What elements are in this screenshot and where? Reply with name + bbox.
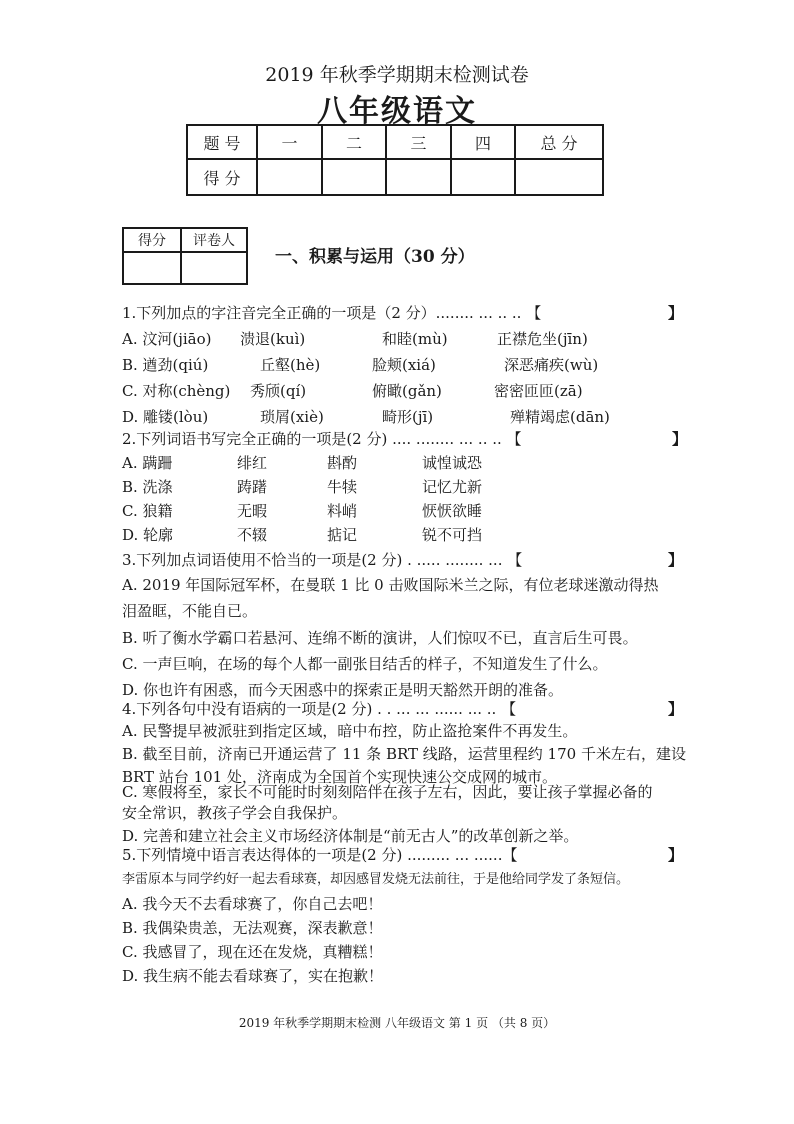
section-heading: 一、积累与运用（30 分） bbox=[275, 247, 475, 267]
option-word: C. 狼籍 bbox=[122, 502, 173, 520]
option-word: B. 洗涤 bbox=[122, 478, 173, 496]
page-footer: 2019 年秋季学期期末检测 八年级语文 第 1 页 （共 8 页） bbox=[238, 1016, 556, 1030]
q5-bracket-close: 】 bbox=[668, 846, 684, 864]
option-word: A. 汶河(jiāo) bbox=[122, 330, 212, 348]
q5-option-b: B. 我偶染贵恙，无法观赛，深表歉意！ bbox=[122, 919, 383, 937]
option-word: 绯红 bbox=[237, 454, 268, 472]
q2-option-b bbox=[122, 476, 622, 496]
q4-stem: 4.下列各句中没有语病的一项是(2 分) . . ... ... ...... ... .. 【 bbox=[122, 700, 517, 718]
option-word: 斟酌 bbox=[327, 454, 358, 472]
grader-score-label: 得分 bbox=[123, 228, 181, 252]
q3-bracket-close: 】 bbox=[668, 551, 684, 569]
option-word: 深恶痛疾(wù) bbox=[504, 356, 599, 374]
q3-option-a-cont: 泪盈眶，不能自已。 bbox=[122, 602, 258, 620]
option-word: 俯瞰(gǎn) bbox=[372, 382, 442, 400]
option-word: 琐屑(xiè) bbox=[260, 408, 324, 426]
option-word: 秀颀(qí) bbox=[250, 382, 307, 400]
q5-context: 李雷原本与同学约好一起去看球赛，却因感冒发烧无法前往，于是他给同学发了条短信。 bbox=[122, 872, 630, 887]
option-word: 畸形(jī) bbox=[382, 408, 434, 426]
score-header-3: 三 bbox=[386, 125, 451, 159]
option-word: 锐不可挡 bbox=[422, 526, 483, 544]
score-row-label: 得 分 bbox=[187, 159, 257, 195]
option-word: 掂记 bbox=[327, 526, 358, 544]
q1-option-a bbox=[122, 328, 682, 348]
score-cell bbox=[257, 159, 322, 195]
q4-option-b-cont: BRT 站台 101 处，济南成为全国首个实现快速公交成网的城市。 bbox=[122, 768, 557, 786]
q4-bracket-close: 】 bbox=[668, 700, 684, 718]
q2-option-c bbox=[122, 500, 622, 520]
option-word: 密密匝匝(zā) bbox=[494, 382, 583, 400]
option-word: 殚精竭虑(dān) bbox=[510, 408, 610, 426]
option-word: 恹恹欲睡 bbox=[422, 502, 483, 520]
score-cell bbox=[451, 159, 515, 195]
q2-option-a bbox=[122, 452, 622, 472]
score-cell bbox=[515, 159, 603, 195]
q1-stem: 1.下列加点的字注音完全正确的一项是（2 分）........ ... .. .. 【 bbox=[122, 304, 542, 322]
q4-option-c: C. 寒假将至，家长不可能时时刻刻陪伴在孩子左右，因此，要让孩子掌握必备的 bbox=[122, 783, 653, 801]
option-word: 脸颊(xiá) bbox=[372, 356, 436, 374]
q1-option-d bbox=[122, 406, 682, 426]
option-word: D. 雕镂(lòu) bbox=[122, 408, 209, 426]
score-header-1: 一 bbox=[257, 125, 322, 159]
q5-option-c: C. 我感冒了，现在还在发烧，真糟糕！ bbox=[122, 943, 383, 961]
q3-option-b: B. 听了衡水学霸口若悬河、连绵不断的演讲，人们惊叹不已，直言后生可畏。 bbox=[122, 629, 638, 647]
q4-option-c-cont: 安全常识，教孩子学会自我保护。 bbox=[122, 804, 348, 822]
option-word: C. 对称(chèng) bbox=[122, 382, 231, 400]
q4-option-b: B. 截至目前，济南已开通运营了 11 条 BRT 线路，运营里程约 170 千米左右，建设 bbox=[122, 745, 686, 763]
option-word: 丘壑(hè) bbox=[260, 356, 321, 374]
option-word: 踌躇 bbox=[237, 478, 268, 496]
option-word: 不辍 bbox=[237, 526, 268, 544]
grader-score-cell bbox=[123, 252, 181, 284]
q3-option-d: D. 你也许有困惑，而今天困惑中的探索正是明天豁然开朗的准备。 bbox=[122, 681, 564, 699]
q2-option-d bbox=[122, 524, 622, 544]
q3-option-c: C. 一声巨响，在场的每个人都一副张目结舌的样子，不知道发生了什么。 bbox=[122, 655, 608, 673]
grader-name-cell bbox=[181, 252, 247, 284]
option-word: 溃退(kuì) bbox=[240, 330, 306, 348]
q2-stem: 2.下列词语书写完全正确的一项是(2 分) .... ........ ... .. .. 【 bbox=[122, 430, 522, 448]
exam-title: 2019 年秋季学期期末检测试卷 bbox=[265, 64, 529, 86]
grader-name-label: 评卷人 bbox=[181, 228, 247, 252]
score-header-total: 总 分 bbox=[515, 125, 603, 159]
option-word: 牛犊 bbox=[327, 478, 358, 496]
q5-option-a: A. 我今天不去看球赛了，你自己去吧！ bbox=[122, 895, 383, 913]
option-word: 料峭 bbox=[327, 502, 358, 520]
q3-stem: 3.下列加点词语使用不恰当的一项是(2 分) . ..... ........ ... 【 bbox=[122, 551, 523, 569]
option-word: 记忆尤新 bbox=[422, 478, 483, 496]
q3-option-a: A. 2019 年国际冠军杯，在曼联 1 比 0 击败国际米兰之际，有位老球迷激动得热 bbox=[122, 576, 659, 594]
score-header-4: 四 bbox=[451, 125, 515, 159]
q1-option-b bbox=[122, 354, 682, 374]
score-header-label: 题 号 bbox=[187, 125, 257, 159]
grader-table bbox=[122, 227, 248, 285]
option-word: A. 蹒跚 bbox=[122, 454, 173, 472]
q1-option-c bbox=[122, 380, 682, 400]
score-table bbox=[186, 124, 604, 196]
q4-option-a: A. 民警提早被派驻到指定区域，暗中布控，防止盗抢案件不再发生。 bbox=[122, 722, 578, 740]
score-header-2: 二 bbox=[322, 125, 386, 159]
score-cell bbox=[322, 159, 386, 195]
q2-bracket-close: 】 bbox=[672, 430, 688, 448]
exam-subject: 八年级语文 bbox=[317, 94, 477, 129]
q1-bracket-close: 】 bbox=[668, 304, 684, 322]
option-word: 无暇 bbox=[237, 502, 268, 520]
option-word: 正襟危坐(jīn) bbox=[497, 330, 588, 348]
option-word: 和睦(mù) bbox=[382, 330, 448, 348]
option-word: D. 轮廓 bbox=[122, 526, 174, 544]
q5-option-d: D. 我生病不能去看球赛了，实在抱歉！ bbox=[122, 967, 384, 985]
option-word: B. 遒劲(qiú) bbox=[122, 356, 209, 374]
q5-stem: 5.下列情境中语言表达得体的一项是(2 分) ......... ... ......【 bbox=[122, 846, 518, 864]
score-cell bbox=[386, 159, 451, 195]
q4-option-d: D. 完善和建立社会主义市场经济体制是“前无古人”的改革创新之举。 bbox=[122, 827, 579, 845]
option-word: 诚惶诚恐 bbox=[422, 454, 483, 472]
